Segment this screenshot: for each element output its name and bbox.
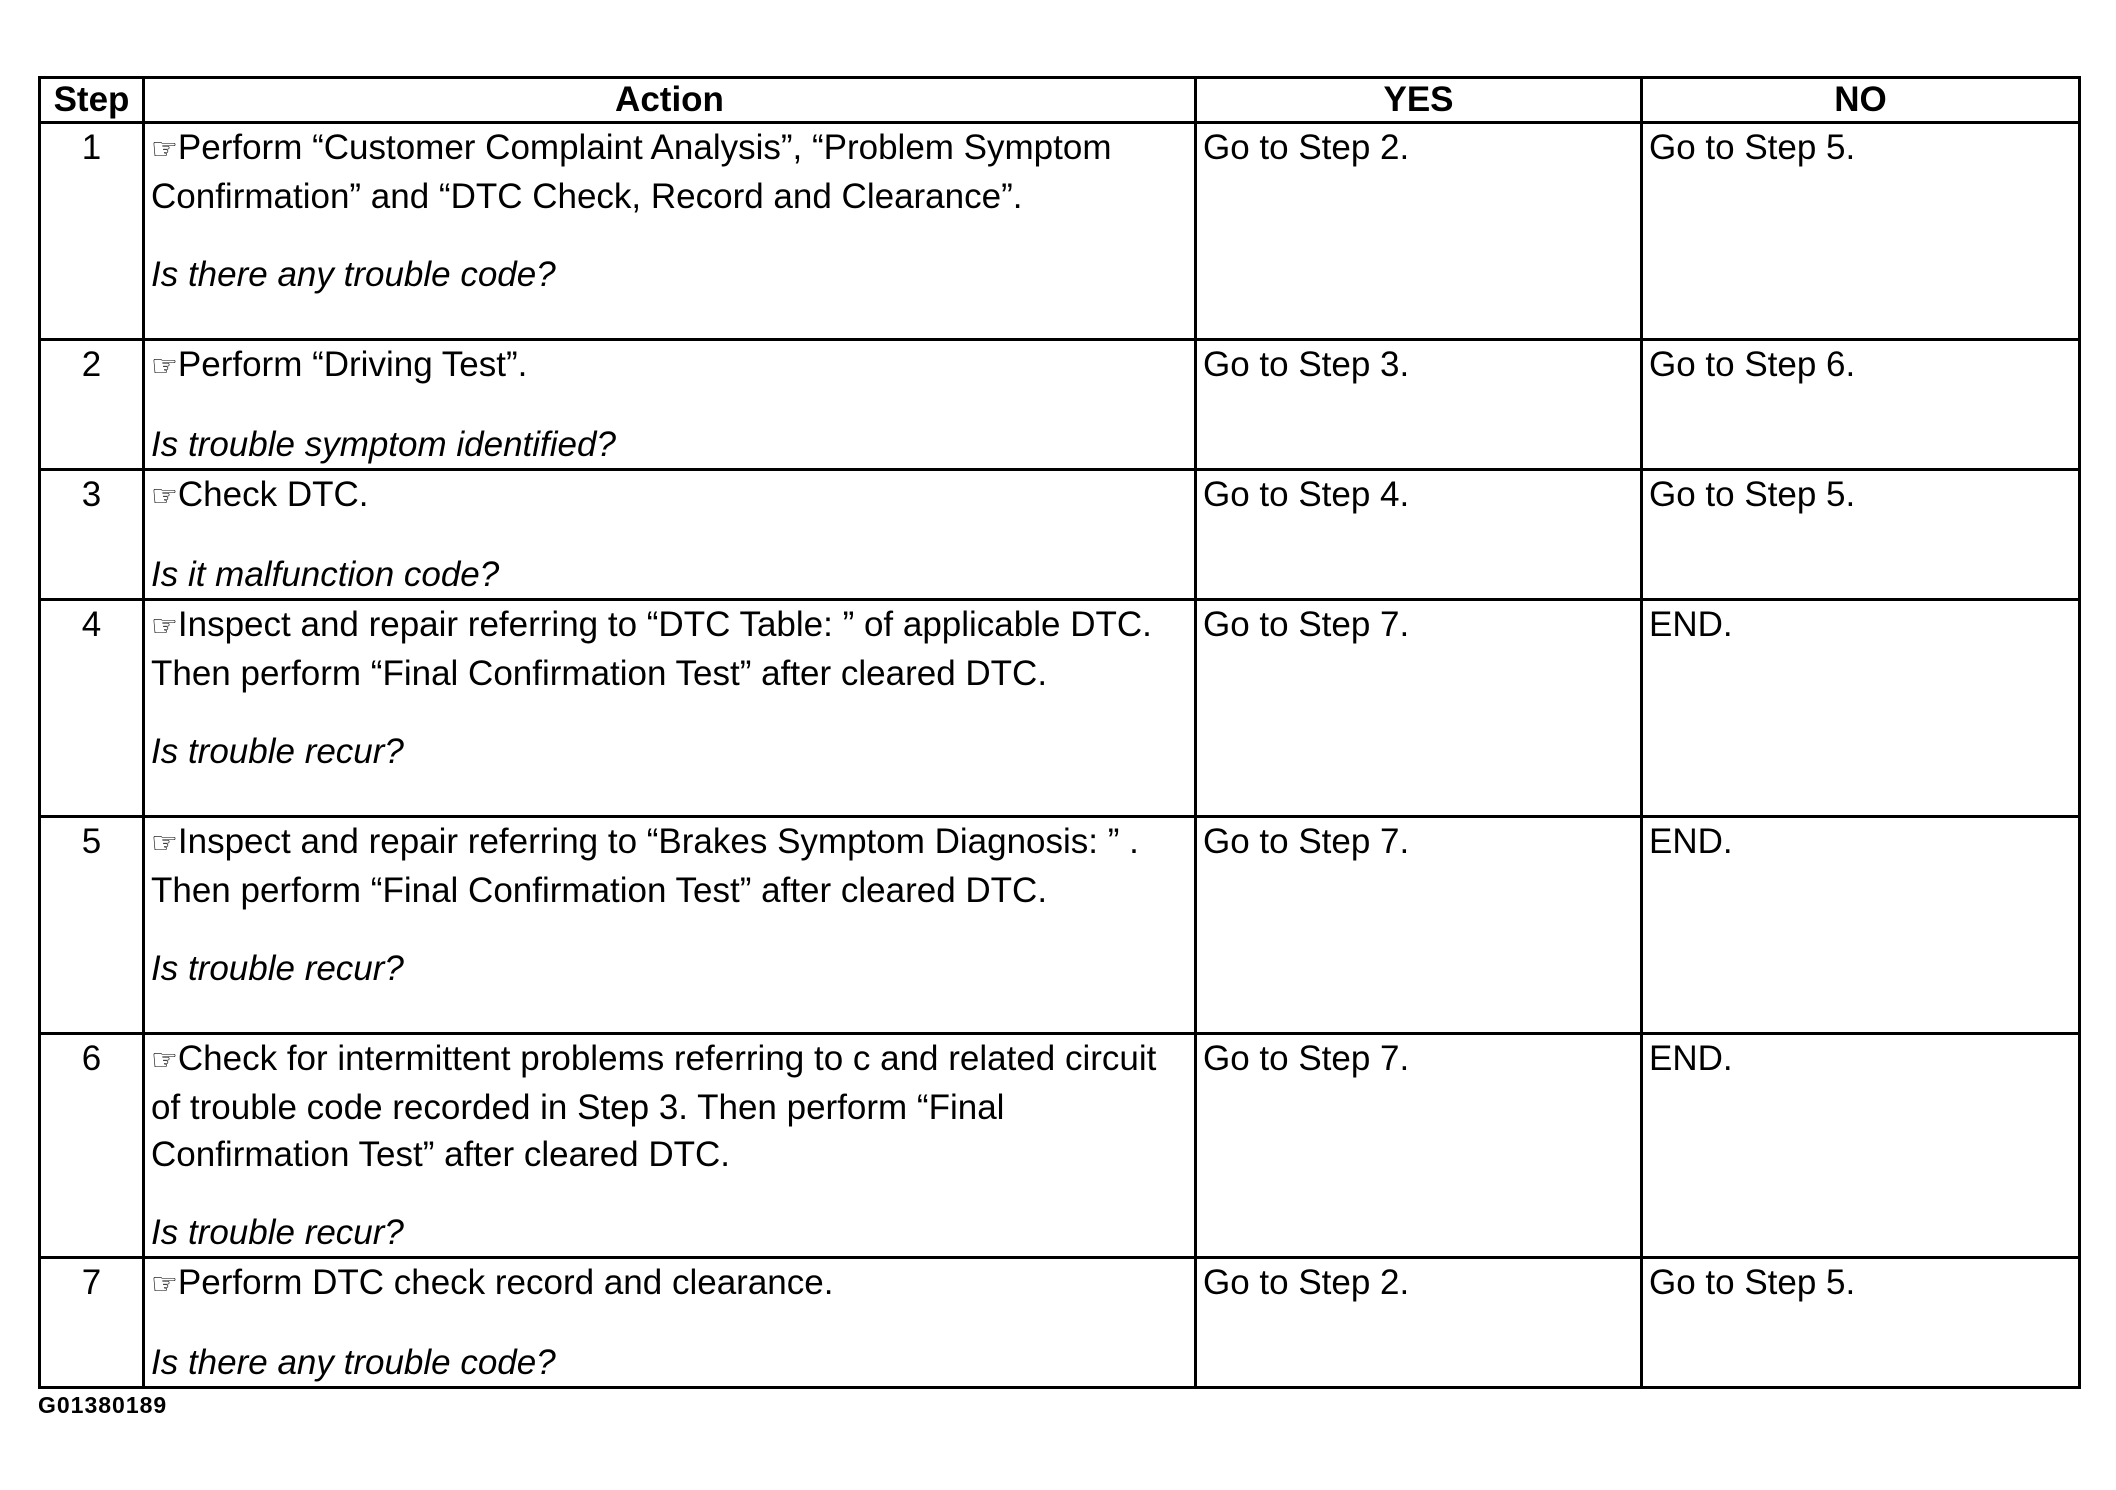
action-cell <box>144 123 1196 340</box>
step-number: 6 <box>40 1034 144 1258</box>
action-cell <box>144 817 1196 1034</box>
step-number: 7 <box>40 1258 144 1388</box>
step-number: 2 <box>40 340 144 470</box>
table-row <box>40 340 2080 470</box>
action-text: Inspect and repair referring to “Brakes Symptom Diagnosis: ” . Then perform “Final Confirmation Test” after cleared DTC. <box>151 822 1139 910</box>
step-number: 3 <box>40 470 144 600</box>
yes-result: Go to Step 7. <box>1196 600 1642 817</box>
table-header-row <box>40 78 2080 123</box>
yes-result: Go to Step 2. <box>1196 1258 1642 1388</box>
question-text: Is it malfunction code? <box>151 555 500 594</box>
header-step: Step <box>40 78 144 123</box>
header-yes: YES <box>1196 78 1642 123</box>
pointing-hand-icon: ☞ <box>151 480 178 513</box>
table-row <box>40 600 2080 817</box>
pointing-hand-icon: ☞ <box>151 827 178 860</box>
action-text: Perform “Driving Test”. <box>177 345 528 384</box>
header-action: Action <box>144 78 1196 123</box>
table-row <box>40 470 2080 600</box>
question-text: Is trouble recur? <box>151 949 404 988</box>
question-text: Is trouble recur? <box>151 1213 404 1252</box>
pointing-hand-icon: ☞ <box>151 350 178 383</box>
header-no: NO <box>1642 78 2080 123</box>
table-row <box>40 1034 2080 1258</box>
action-cell <box>144 600 1196 817</box>
pointing-hand-icon: ☞ <box>151 1268 178 1301</box>
pointing-hand-icon: ☞ <box>151 610 178 643</box>
yes-result: Go to Step 3. <box>1196 340 1642 470</box>
action-cell <box>144 340 1196 470</box>
table-row <box>40 1258 2080 1388</box>
no-result: END. <box>1642 817 2080 1034</box>
action-text: Check for intermittent problems referring to c and related circuit of trouble code recorded in Step 3. Then perform “Final Confirmation Test” after cleared DTC. <box>151 1039 1157 1174</box>
no-result: END. <box>1642 600 2080 817</box>
document-id: G01380189 <box>38 1392 168 1418</box>
no-result: END. <box>1642 1034 2080 1258</box>
yes-result: Go to Step 2. <box>1196 123 1642 340</box>
no-result: Go to Step 5. <box>1642 123 2080 340</box>
action-text: Inspect and repair referring to “DTC Table: ” of applicable DTC. Then perform “Final Confirmation Test” after cleared DTC. <box>151 605 1152 693</box>
action-cell <box>144 1034 1196 1258</box>
question-text: Is trouble recur? <box>151 732 404 771</box>
no-result: Go to Step 5. <box>1642 1258 2080 1388</box>
action-cell <box>144 470 1196 600</box>
question-text: Is trouble symptom identified? <box>151 425 616 464</box>
action-cell <box>144 1258 1196 1388</box>
action-text: Check DTC. <box>177 475 369 514</box>
question-text: Is there any trouble code? <box>151 1343 556 1382</box>
table-row <box>40 817 2080 1034</box>
yes-result: Go to Step 4. <box>1196 470 1642 600</box>
pointing-hand-icon: ☞ <box>151 1044 178 1077</box>
diagnostic-flow-table <box>38 76 2081 1389</box>
action-text: Perform DTC check record and clearance. <box>177 1263 834 1302</box>
yes-result: Go to Step 7. <box>1196 817 1642 1034</box>
no-result: Go to Step 6. <box>1642 340 2080 470</box>
step-number: 5 <box>40 817 144 1034</box>
step-number: 4 <box>40 600 144 817</box>
pointing-hand-icon: ☞ <box>151 133 178 166</box>
yes-result: Go to Step 7. <box>1196 1034 1642 1258</box>
table-row <box>40 123 2080 340</box>
no-result: Go to Step 5. <box>1642 470 2080 600</box>
step-number: 1 <box>40 123 144 340</box>
action-text: Perform “Customer Complaint Analysis”, “Problem Symptom Confirmation” and “DTC Check, Record and Clearance”. <box>151 128 1112 216</box>
question-text: Is there any trouble code? <box>151 255 556 294</box>
